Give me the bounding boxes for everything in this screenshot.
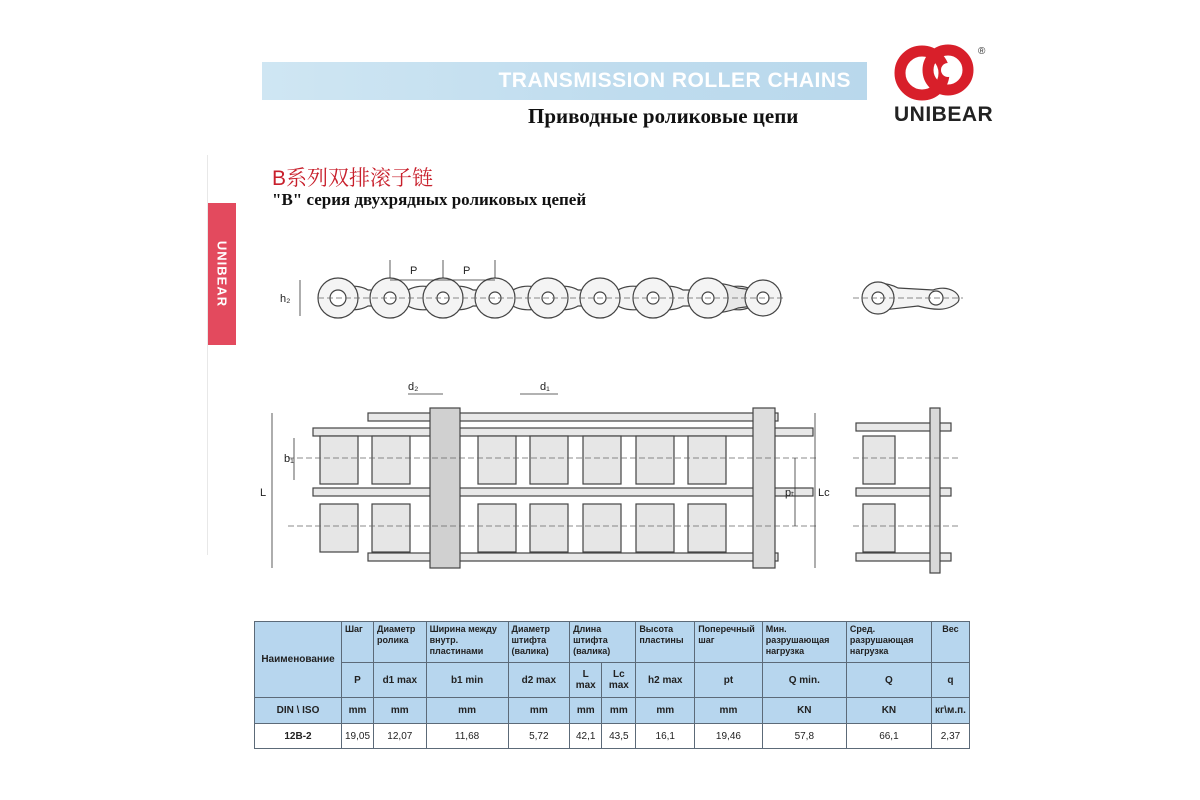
label-d1: d₁ (540, 381, 550, 393)
table-row (255, 724, 970, 749)
col-unit: mm (374, 698, 427, 724)
col-header: Ширина между внутр. пластинами (426, 622, 508, 663)
std-label: DIN \ ISO (255, 698, 342, 724)
label-P-1: P (410, 265, 418, 277)
series-title-cn: B系列双排滚子链 (272, 167, 434, 190)
col-symbol: Q min. (762, 663, 846, 698)
col-header: Сред. разрушающая нагрузка (846, 622, 931, 663)
col-symbol: q (931, 663, 969, 698)
table-cell: 57,8 (762, 724, 846, 749)
col-header: Вес (931, 622, 969, 663)
banner-title: TRANSMISSION ROLLER CHAINS (498, 69, 851, 92)
col-unit: mm (695, 698, 763, 724)
page-subtitle: Приводные роликовые цепи (528, 104, 799, 128)
col-header: Мин. разрушающая нагрузка (762, 622, 846, 663)
col-header: Шаг (342, 622, 374, 663)
label-d2: d₂ (408, 381, 419, 393)
series-title-ru: "B" серия двухрядных роликовых цепей (272, 190, 587, 209)
label-Lc: Lc (818, 487, 830, 499)
col-unit: mm (636, 698, 695, 724)
table-cell: 11,68 (426, 724, 508, 749)
col-unit: mm (570, 698, 602, 724)
brand-name: UNIBEAR (894, 103, 994, 126)
table-cell: 19,46 (695, 724, 763, 749)
col-unit: кг\м.п. (931, 698, 969, 724)
registered-mark: ® (978, 46, 986, 57)
table-cell: 12,07 (374, 724, 427, 749)
col-unit: KN (846, 698, 931, 724)
table-cell: 42,1 (570, 724, 602, 749)
side-tab-label: UNIBEAR (214, 240, 230, 308)
title-banner (262, 62, 867, 100)
table-cell: 2,37 (931, 724, 969, 749)
table-cell: 43,5 (602, 724, 636, 749)
col-header: Высота пластины (636, 622, 695, 663)
table-cell: 16,1 (636, 724, 695, 749)
col-symbol: P (342, 663, 374, 698)
col-symbol: Q (846, 663, 931, 698)
name-header: Наименование (255, 622, 342, 698)
table-cell: 19,05 (342, 724, 374, 749)
logo-rings-icon (890, 40, 1000, 110)
col-symbol: d1 max (374, 663, 427, 698)
col-symbol: b1 min (426, 663, 508, 698)
col-header: Диаметр ролика (374, 622, 427, 663)
col-symbol: L max (570, 663, 602, 698)
col-header: Поперечный шаг (695, 622, 763, 663)
col-symbol: pt (695, 663, 763, 698)
chain-side-view (318, 278, 781, 318)
label-b1: b₁ (284, 453, 294, 465)
col-symbol: h2 max (636, 663, 695, 698)
row-name: 12B-2 (255, 724, 342, 749)
col-unit: mm (508, 698, 570, 724)
col-unit: mm (602, 698, 636, 724)
col-unit: mm (426, 698, 508, 724)
col-symbol: d2 max (508, 663, 570, 698)
spec-table (254, 621, 970, 749)
col-symbol: Lc max (602, 663, 636, 698)
col-unit: mm (342, 698, 374, 724)
table-cell: 66,1 (846, 724, 931, 749)
col-header: Диаметр штифта (валика) (508, 622, 570, 663)
label-h2: h₂ (280, 293, 291, 305)
chain-plan-view (313, 408, 951, 573)
label-P-2: P (463, 265, 471, 277)
side-tab (208, 203, 236, 345)
col-header: Длина штифта (валика) (570, 622, 636, 663)
table-cell: 5,72 (508, 724, 570, 749)
label-pt: pₜ (785, 487, 795, 499)
label-L: L (260, 487, 267, 499)
col-unit: KN (762, 698, 846, 724)
chain-technical-drawing (258, 258, 980, 580)
